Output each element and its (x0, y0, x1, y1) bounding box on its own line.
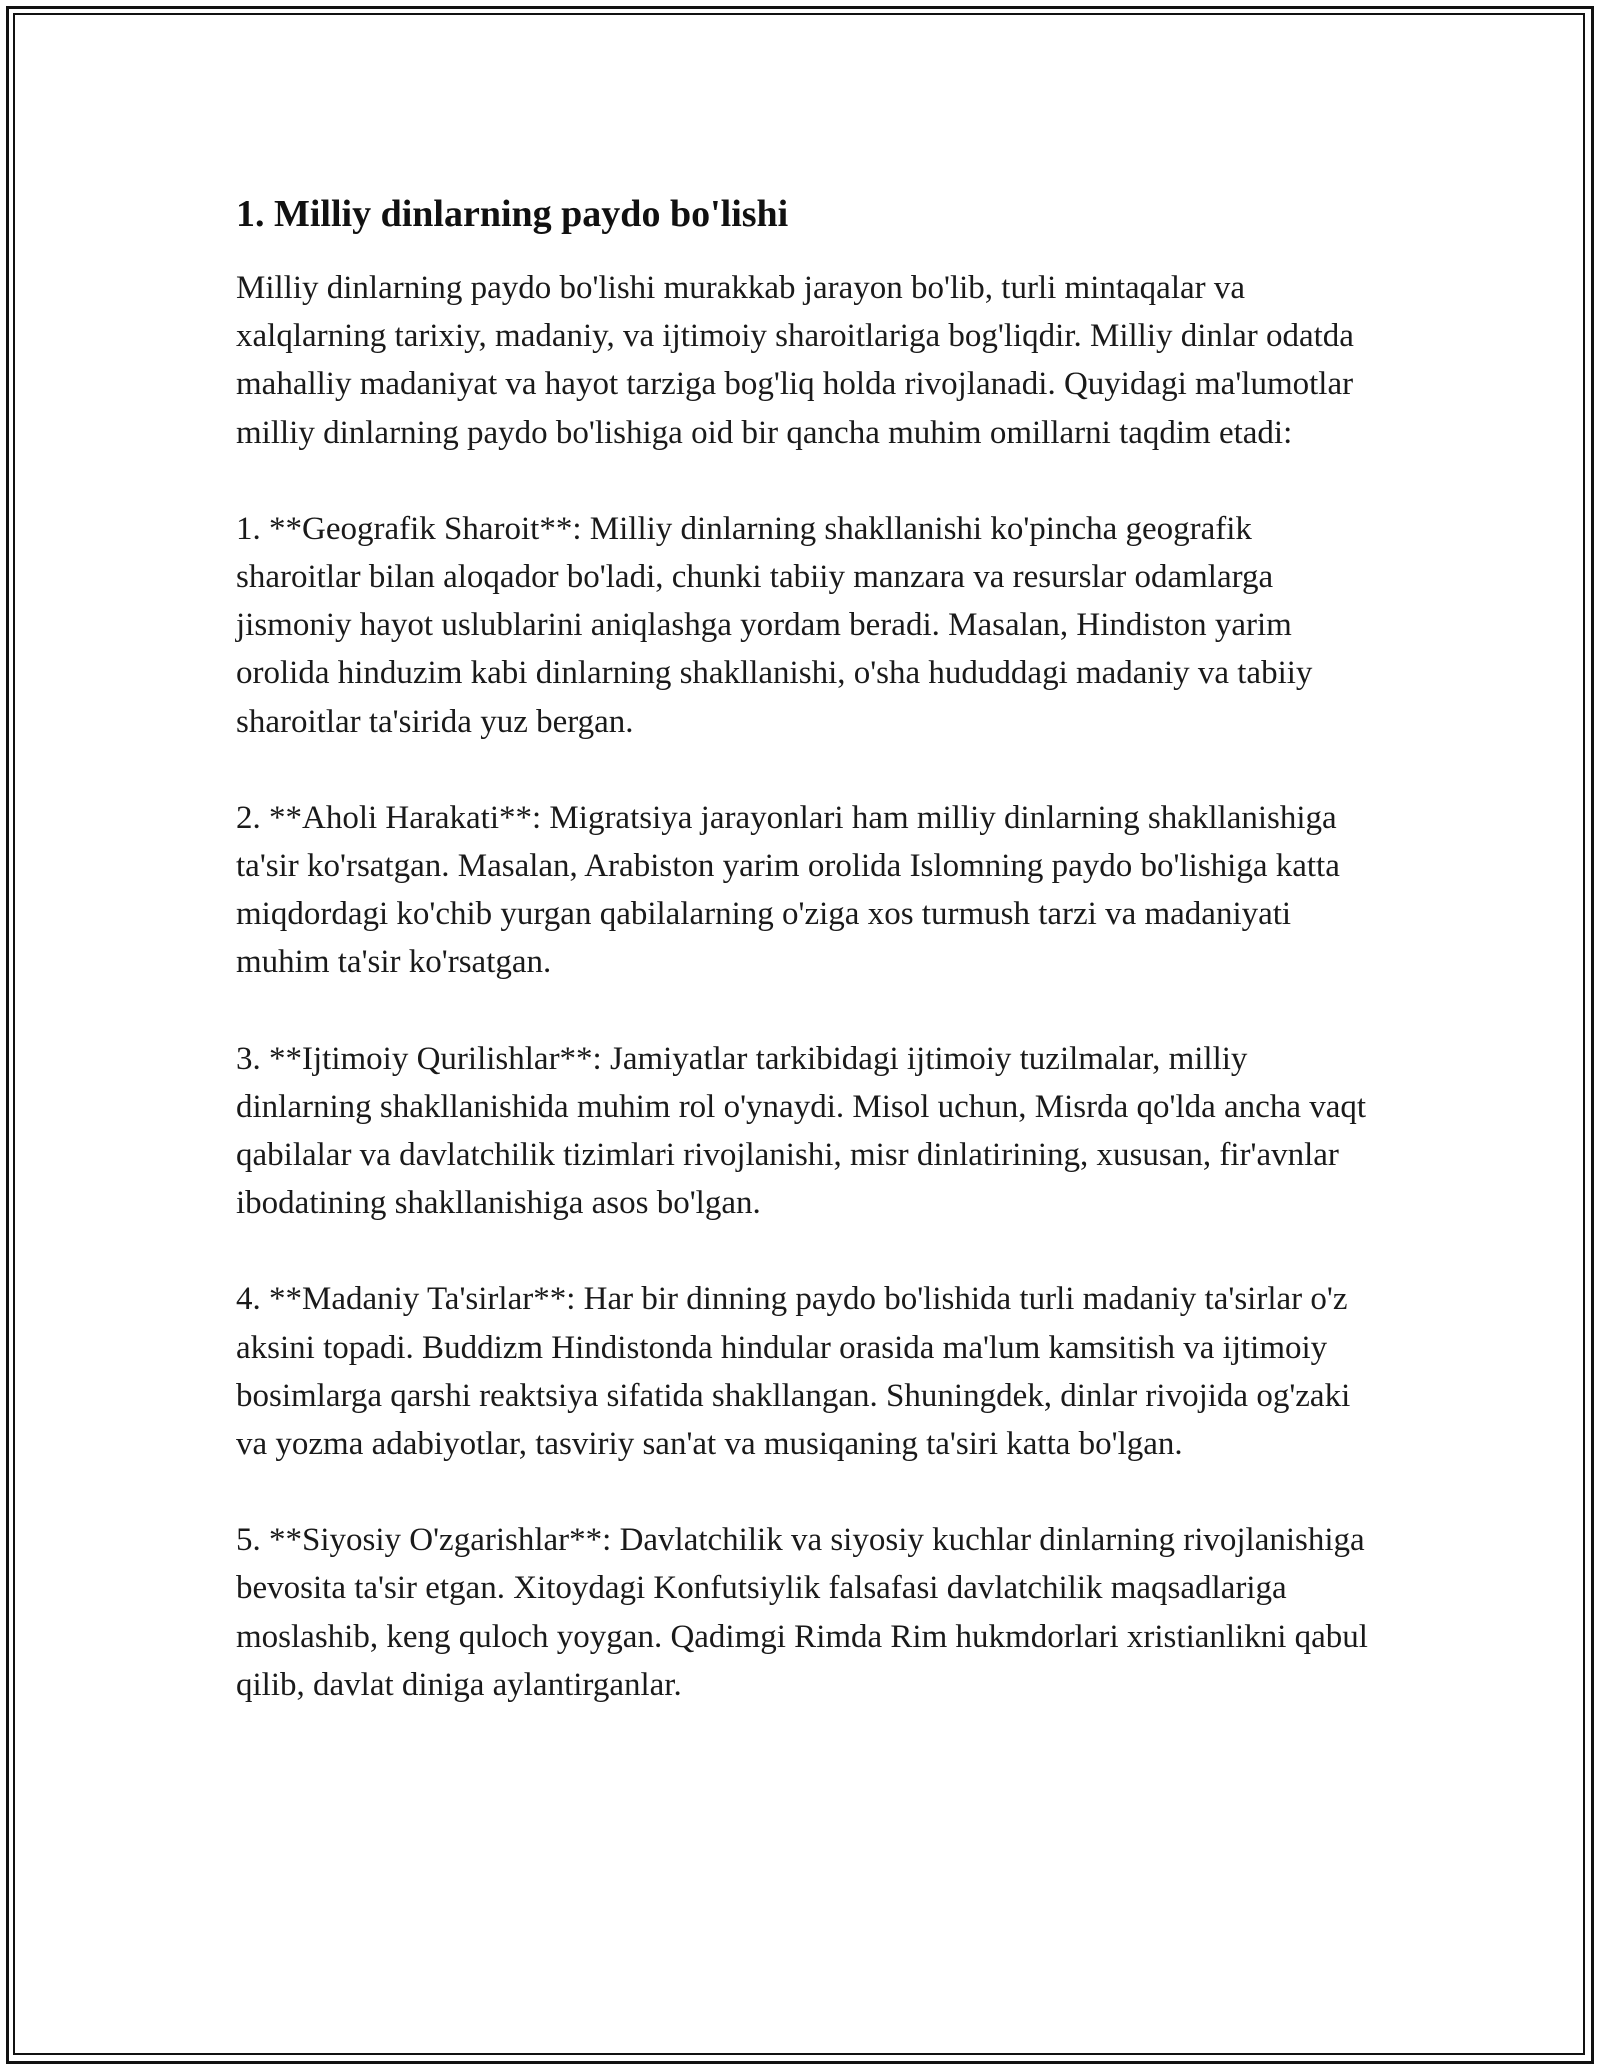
intro-paragraph: Milliy dinlarning paydo bo'lishi murakkab jarayon bo'lib, turli mintaqalar va xalqlarning tarixiy, madaniy, va ijtimoiy sharoitlariga bog'liqdir. Milliy dinlar odatda mahalliy madaniyat va hayot tarziga bog'liq holda rivojlanadi. Quyidagi ma'lumotlar milliy dinlarning paydo bo'lishiga oid bir qancha muhim omillarni taqdim etadi: (236, 270, 1354, 451)
paragraph-madaniy-tasirlar: 4. **Madaniy Ta'sirlar**: Har bir dinning paydo bo'lishida turli madaniy ta'sirlar o'z aksini topadi. Buddizm Hindistonda hindular orasida ma'lum kamsitish va ijtimoiy bosimlarga qarshi reaktsiya sifatida shakllangan. Shuningdek, dinlar rivojida og'zaki va yozma adabiyotlar, tasviriy san'at va musiqaning ta'siri katta bo'lgan. (236, 1281, 1351, 1463)
paragraph-geografik-sharoit: 1. **Geografik Sharoit**: Milliy dinlarning shakllanishi ko'pincha geografik sharoitlar bilan aloqador bo'ladi, chunki tabiiy manzara va resurslar odamlarga jismoniy hayot uslublarini aniqlashga yordam beradi. Masalan, Hindiston yarim orolida hinduzim kabi dinlarning shakllanishi, o'sha hududdagi madaniy va tabiiy sharoitlar ta'sirida yuz bergan. (236, 510, 1313, 740)
paragraph-siyosiy-ozgarishlar: 5. **Siyosiy O'zgarishlar**: Davlatchilik va siyosiy kuchlar dinlarning rivojlanishiga bevosita ta'sir etgan. Xitoydagi Konfutsiylik falsafasi davlatchilik maqsadlariga moslashib, keng quloch yoygan. Qadimgi Rimda Rim hukmdorlari xristianlikni qabul qilib, davlat diniga aylantirganlar. (236, 1522, 1368, 1703)
paragraph-aholi-harakati: 2. **Aholi Harakati**: Migratsiya jarayonlari ham milliy dinlarning shakllanishiga ta'sir ko'rsatgan. Masalan, Arabiston yarim orolida Islomning paydo bo'lishiga katta miqdordagi ko'chib yurgan qabilalarning o'ziga xos turmush tarzi va madaniyati muhim ta'sir ko'rsatgan. (236, 799, 1340, 981)
document-page (236, 186, 1376, 1757)
paragraph-ijtimoiy-qurilishlar: 3. **Ijtimoiy Qurilishlar**: Jamiyatlar tarkibidagi ijtimoiy tuzilmalar, milliy dinlarning shakllanishida muhim rol o'ynaydi. Misol uchun, Misrda qo'lda ancha vaqt qabilalar va davlatchilik tizimlari rivojlanishi, misr dinlatirining, xususan, fir'avnlar ibodatining shakllanishiga asos bo'lgan. (236, 1040, 1367, 1222)
document-title: 1. Milliy dinlarning paydo bo'lishi (236, 193, 789, 235)
